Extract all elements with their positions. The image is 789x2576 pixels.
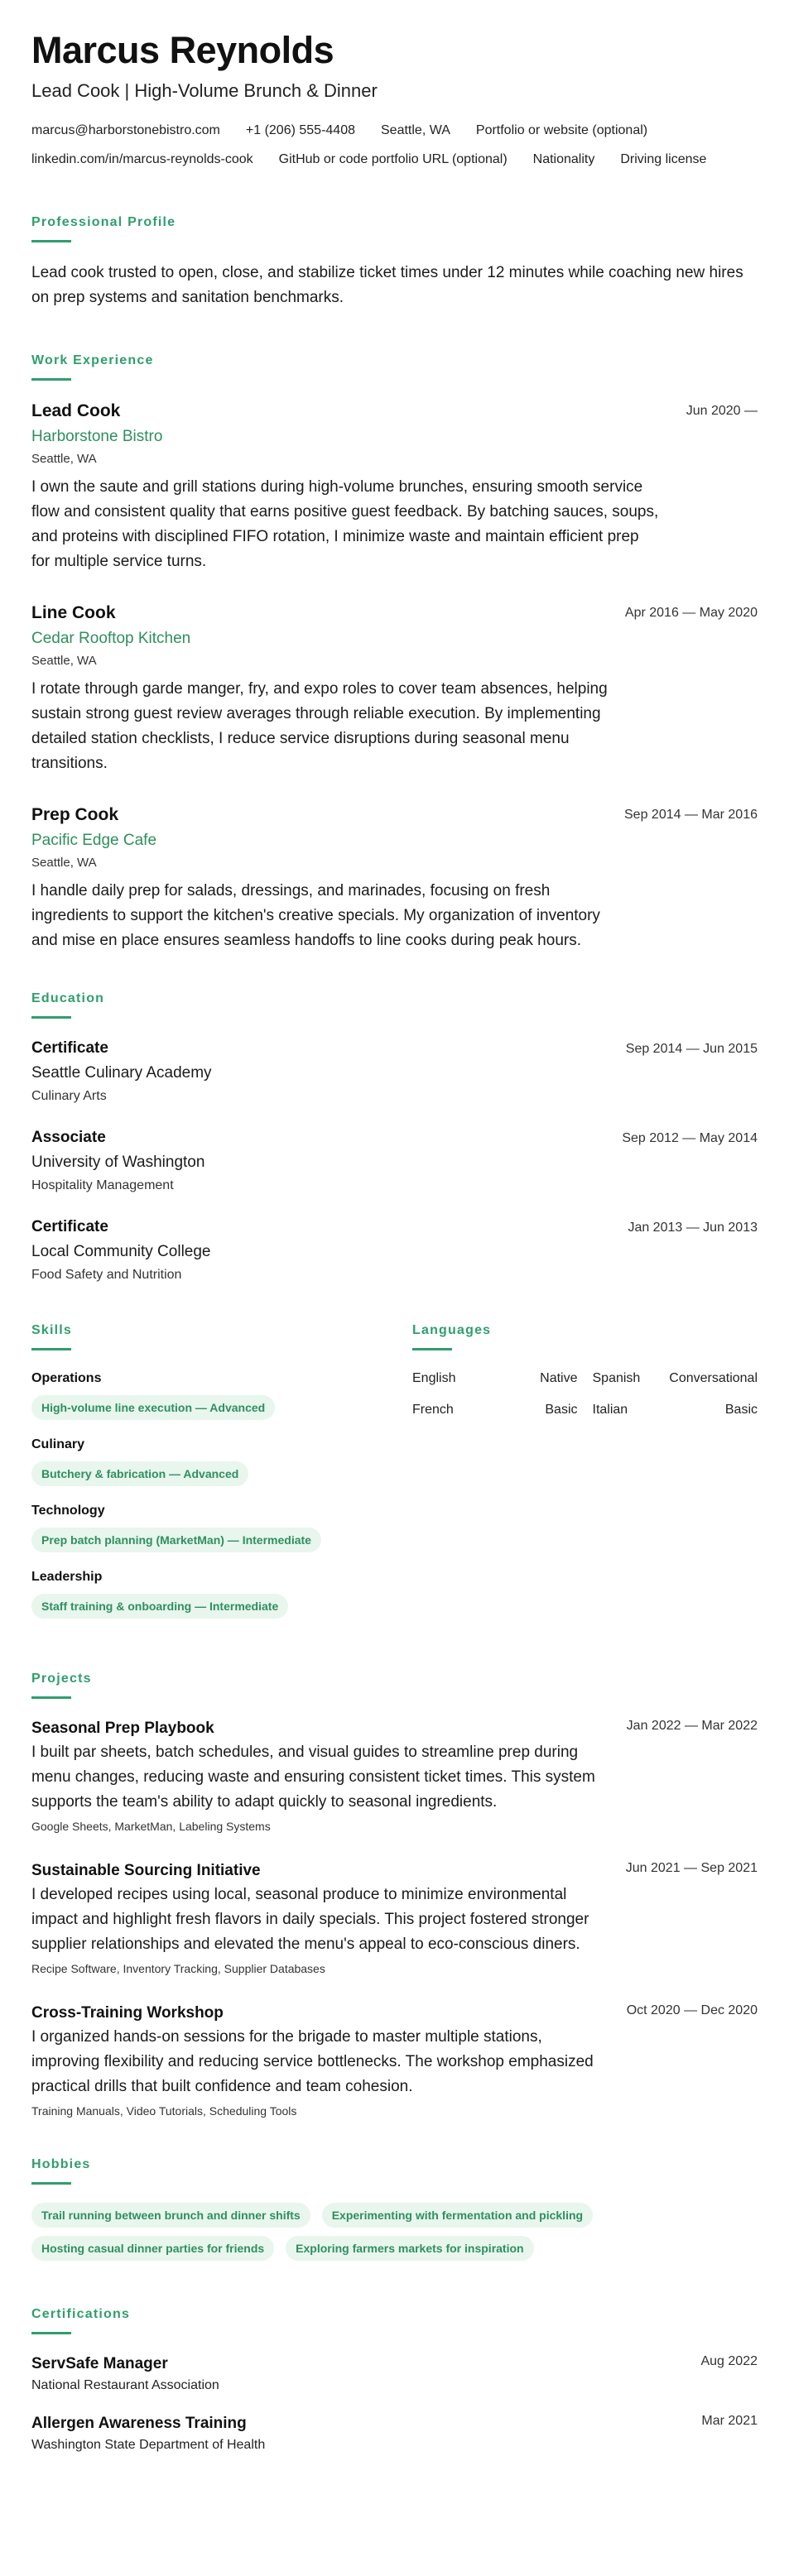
language-name: English [412,1371,456,1385]
hobby-list [31,2203,661,2269]
education-field: Food Safety and Nutrition [31,1268,182,1282]
section-title: Certifications [31,2307,131,2321]
entry-description: I handle daily prep for salads, dressings, and marinades, focusing on fresh ingredients to support the kitchen's creative specials. My organization of inventory and mise en place ensures seamless handoffs to line cooks during peak hours. [31,882,600,949]
entry-description: I own the saute and grill stations during high-volume brunches, ensuring smooth service flow and consistent quality that earns positive guest feedback. By batching sauces, soups, and proteins with disciplined FIFO rotation, I minimize waste and maintain efficient prep for multiple service turns. [31,478,659,570]
certification-date: Mar 2021 [701,2414,758,2428]
entry-location: Seattle, WA [31,654,97,668]
entry-dates: Sep 2014 — Mar 2016 [624,808,758,822]
skill-group [31,1501,412,1552]
entry-dates: Jan 2022 — Mar 2022 [626,1719,758,1733]
entry-role: Prep Cook [31,805,119,824]
skills-languages-row [31,1322,758,1633]
projects-section [31,1670,758,2119]
skill-pill: Butchery & fabrication — Advanced [31,1461,248,1486]
certification-issuer: National Restaurant Association [31,2378,219,2392]
skill-pill: Staff training & onboarding — Intermediate [31,1594,288,1619]
certification-name: Allergen Awareness Training [31,2415,247,2432]
project-entry [31,2002,758,2119]
section-title: Projects [31,1672,92,1686]
skill-group [31,1567,412,1619]
education-entry [31,1037,758,1106]
profile-section [31,213,758,310]
section-title: Languages [412,1323,492,1337]
language-item [593,1369,758,1389]
project-description: I developed recipes using local, seasonal produce to minimize environmental impact and highlight fresh flavors in daily specials. This project fostered stronger supplier relationships and elevated the menu's appeal to eco-conscious diners. [31,1886,589,1953]
hobby-pill: Trail running between brunch and dinner shifts [31,2203,310,2228]
hobby-pill: Hosting casual dinner parties for friends [31,2236,274,2261]
education-school: University of Washington [31,1154,205,1171]
project-description: I built par sheets, batch schedules, and visual guides to streamline prep during menu changes, reducing waste and ensuring consistent ticket times. This system supports the team's ability to adapt quickly to seasonal ingredients. [31,1744,595,1811]
entry-dates: Oct 2020 — Dec 2020 [626,2003,758,2017]
education-degree: Certificate [31,1218,108,1235]
section-divider [31,2182,71,2185]
contact-portfolio[interactable]: Portfolio or website (optional) [475,123,648,137]
certification-issuer: Washington State Department of Health [31,2438,266,2452]
skill-category: Technology [31,1504,105,1518]
language-item [412,1400,578,1420]
contact-location: Seattle, WA [381,123,450,137]
language-level: Native [540,1371,578,1385]
project-title: Sustainable Sourcing Initiative [31,1862,261,1879]
education-school: Seattle Culinary Academy [31,1064,212,1082]
section-divider [31,1348,71,1350]
certification-name: ServSafe Manager [31,2355,168,2372]
education-degree: Certificate [31,1039,108,1057]
project-entry [31,1717,758,1835]
hobby-pill: Experimenting with fermentation and pickling [322,2203,593,2228]
entry-dates: Apr 2016 — May 2020 [624,606,758,620]
skill-pill: Prep batch planning (MarketMan) — Intermediate [31,1528,321,1552]
language-level: Basic [724,1403,758,1417]
experience-entry [31,399,758,574]
section-title: Professional Profile [31,215,176,229]
contact-driving-license: Driving license [620,152,707,166]
entry-role: Lead Cook [31,401,121,420]
language-name: Spanish [592,1371,641,1385]
entry-company: Harborstone Bistro [31,428,163,445]
skill-group [31,1369,412,1420]
section-divider [412,1348,452,1350]
contact-list [31,116,743,174]
candidate-name: Marcus Reynolds [31,29,334,71]
entry-role: Line Cook [31,603,116,622]
education-degree: Associate [31,1129,106,1146]
entry-dates: Sep 2012 — May 2014 [622,1131,758,1145]
language-item [593,1400,758,1420]
contact-github[interactable]: GitHub or code portfolio URL (optional) [278,152,508,166]
section-title: Hobbies [31,2157,91,2171]
section-title: Skills [31,1323,73,1337]
project-tools: Recipe Software, Inventory Tracking, Supplier Databases [31,1962,325,1975]
section-divider [31,378,71,381]
certification-entry [31,2353,758,2396]
entry-dates: Sep 2014 — Jun 2015 [625,1042,758,1056]
resume-header [31,28,758,174]
entry-dates: Jan 2013 — Jun 2013 [628,1221,758,1235]
project-tools: Training Manuals, Video Tutorials, Scheduling Tools [31,2104,297,2118]
skill-group [31,1435,412,1486]
skill-category: Leadership [31,1570,103,1584]
entry-location: Seattle, WA [31,452,97,466]
section-title: Education [31,991,105,1005]
project-entry [31,1859,758,1977]
entry-company: Cedar Rooftop Kitchen [31,630,191,647]
skills-section [31,1322,412,1633]
contact-phone[interactable]: +1 (206) 555-4408 [245,123,355,137]
education-school: Local Community College [31,1243,211,1260]
project-title: Cross-Training Workshop [31,2004,224,2022]
experience-section [31,352,758,953]
skill-category: Culinary [31,1437,85,1451]
language-level: Basic [545,1403,578,1417]
skill-pill: High-volume line execution — Advanced [31,1395,275,1420]
entry-dates: Jun 2021 — Sep 2021 [625,1861,758,1875]
contact-nationality: Nationality [532,152,595,166]
project-title: Seasonal Prep Playbook [31,1720,214,1737]
language-level: Conversational [669,1371,758,1385]
profile-text: Lead cook trusted to open, close, and stabilize ticket times under 12 minutes while coaching new hires on prep systems and sanitation benchmarks. [31,264,743,306]
section-divider [31,2332,71,2334]
entry-location: Seattle, WA [31,856,97,870]
section-divider [31,1696,71,1699]
contact-linkedin[interactable]: linkedin.com/in/marcus-reynolds-cook [31,152,253,166]
project-tools: Google Sheets, MarketMan, Labeling Systems [31,1820,271,1833]
education-entry [31,1216,758,1285]
certification-entry [31,2412,758,2455]
contact-email[interactable]: marcus@harborstonebistro.com [31,123,220,137]
section-divider [31,240,71,242]
entry-dates: Jun 2020 — [686,404,758,418]
language-name: Italian [592,1403,628,1417]
language-item [412,1369,578,1389]
education-field: Hospitality Management [31,1178,174,1192]
section-divider [31,1016,71,1019]
language-name: French [412,1403,454,1417]
skill-category: Operations [31,1371,102,1385]
entry-company: Pacific Edge Cafe [31,832,157,849]
experience-entry [31,803,758,953]
education-section [31,990,758,1285]
hobbies-section [31,2156,758,2269]
education-field: Culinary Arts [31,1089,107,1103]
languages-section [412,1322,758,1633]
certification-date: Aug 2022 [700,2354,758,2368]
candidate-headline: Lead Cook | High-Volume Brunch & Dinner [31,80,378,101]
experience-entry [31,601,758,776]
project-description: I organized hands-on sessions for the brigade to master multiple stations, improving flexibility and reducing service bottlenecks. The workshop emphasized practical drills that built confidence and team cohesion. [31,2028,594,2095]
education-entry [31,1126,758,1196]
language-list [412,1369,758,1420]
section-title: Work Experience [31,353,154,367]
hobby-pill: Exploring farmers markets for inspiration [286,2236,533,2261]
certifications-section [31,2305,758,2455]
entry-description: I rotate through garde manger, fry, and expo roles to cover team absences, helping sustain strong guest review averages through reliable execution. By implementing detailed station checklists, I reduce service disruptions during seasonal menu transitions. [31,680,608,772]
